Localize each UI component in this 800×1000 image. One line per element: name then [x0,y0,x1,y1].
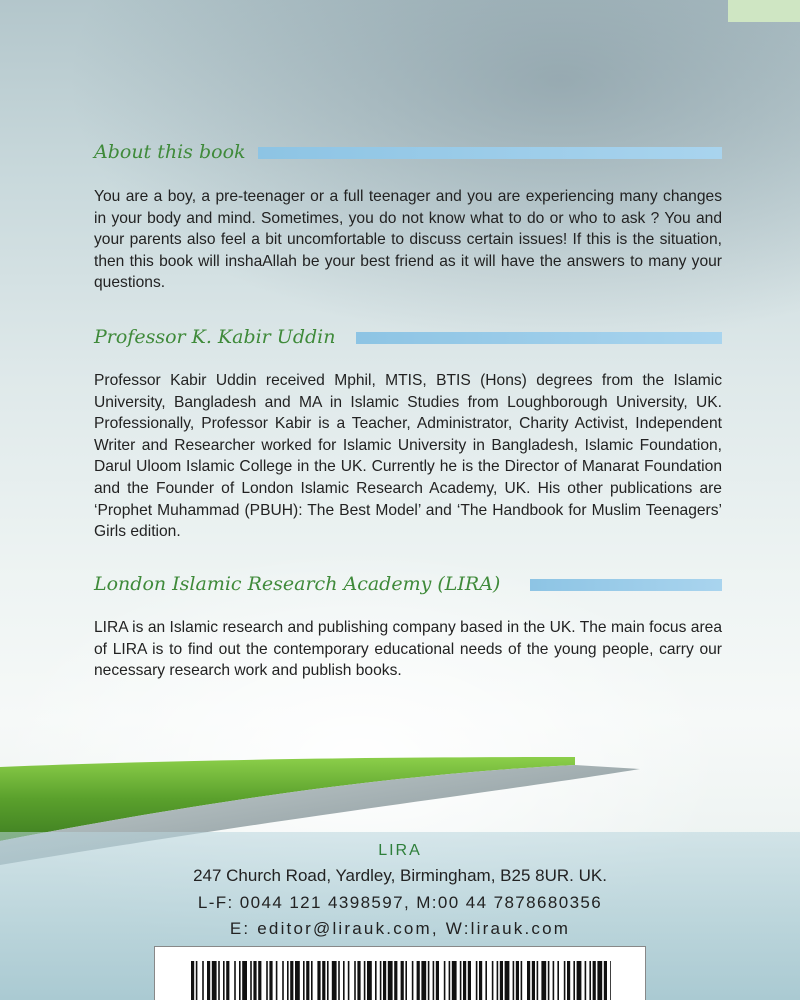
barcode-bar [521,961,523,1000]
barcode-bar [452,961,457,1000]
barcode-bar [212,961,217,1000]
author-title: Professor K. Kabir Uddin [94,326,336,348]
barcode-bar [348,961,350,1000]
barcode-icon [191,961,611,1000]
barcode-bar [548,961,550,1000]
barcode-bar [327,961,329,1000]
about-text: You are a boy, a pre-teenager or a full teenager and you are experiencing many changes in your body and mind. Sometimes, you do not know what to do or who to ask ? You and your parents also feel a bit uncomfortable to discuss certain issues! If this is the situation, then this book will inshaAllah be your best friend as it will have the answers to many your questions. [94,188,722,292]
barcode-bar [322,961,325,1000]
barcode-bar [196,961,198,1000]
barcode-bar [516,961,519,1000]
barcode-bar [367,961,372,1000]
barcode-box [154,946,646,1000]
barcode-bar [433,961,435,1000]
barcode-bar [479,961,482,1000]
contact-address: 247 Church Road, Yardley, Birmingham, B25 8UR. UK. [193,866,607,885]
barcode-bar [295,961,300,1000]
barcode-bar [564,961,566,1000]
publisher-title-bar [530,579,722,591]
barcode-bar [290,961,293,1000]
barcode-bar [287,961,289,1000]
barcode-bar [311,961,313,1000]
barcode-bar [537,961,539,1000]
barcode-bar [343,961,345,1000]
barcode-bar [223,961,225,1000]
barcode-bar [383,961,386,1000]
barcode-bar [593,961,596,1000]
barcode-bar [317,961,320,1000]
barcode-bar [282,961,284,1000]
barcode-bar [527,961,530,1000]
barcode-bar [541,961,546,1000]
barcode-bar [364,961,366,1000]
barcode-bar [234,961,236,1000]
barcode-bar [338,961,340,1000]
barcode-bar [460,961,462,1000]
barcode-bar [269,961,272,1000]
barcode-bar [468,961,471,1000]
barcode-bar [417,961,420,1000]
barcode-bar [191,961,194,1000]
barcode-bar [394,961,397,1000]
barcode-bar [597,961,602,1000]
barcode-bar [449,961,451,1000]
barcode-bar [463,961,466,1000]
barcode-bar [485,961,487,1000]
barcode-bar [532,961,535,1000]
barcode-bar [357,961,360,1000]
barcode-bar [497,961,499,1000]
barcode-bar [428,961,430,1000]
publisher-title: London Islamic Research Academy (LIRA) [94,573,501,595]
barcode-bar [239,961,241,1000]
barcode-bar [412,961,414,1000]
barcode-bar [421,961,426,1000]
about-title-bar [258,147,722,159]
author-text: Professor Kabir Uddin received Mphil, MTIS, BTIS (Hons) degrees from the Islamic University, Bangladesh and MA in Islamic Studies from Loughborough University, UK. Professionally, Professor Kabir is a Teacher, Administrator, Charity Activist, Independent Writer and Researcher worked for Islamic University in Bangladesh, Islamic Foundation, Darul Uloom Islamic College in the UK. Currently he is the Director of Manarat Foundation and the Founder of London Islamic Research Academy, UK. His other publications are ‘Prophet Muhammad (PBUH): The Best Model’ and ‘The Handbook for Muslim Teenagers’ Girls edition. [94,372,722,541]
barcode-bar [610,961,611,1000]
barcode-bar [250,961,252,1000]
barcode-bar [380,961,382,1000]
barcode-bar [303,961,305,1000]
barcode-bar [476,961,478,1000]
barcode-bar [573,961,575,1000]
barcode-bar [375,961,377,1000]
contact-name: LIRA [378,842,422,859]
barcode-bar [513,961,515,1000]
barcode-bar [354,961,356,1000]
barcode-bar [276,961,278,1000]
barcode-bar [557,961,559,1000]
barcode-bar [332,961,337,1000]
barcode-bar [492,961,494,1000]
contact-web: E: editor@lirauk.com, W:lirauk.com [229,919,571,938]
barcode-bar [306,961,309,1000]
barcode-bar [505,961,510,1000]
barcode-bar [500,961,503,1000]
publisher-text: LIRA is an Islamic research and publishing company based in the UK. The main focus area of LIRA is to find out the contemporary educational needs of the young people, carry our necessary research work and publish books. [94,619,722,680]
author-title-bar [356,332,722,344]
about-title: About this book [94,141,246,163]
barcode-bar [585,961,587,1000]
corner-tab [728,0,800,22]
barcode-bar [436,961,439,1000]
barcode-bar [202,961,204,1000]
barcode-bar [401,961,404,1000]
barcode-bar [253,961,256,1000]
contact-phone: L-F: 0044 121 4398597, M:00 44 7878680356 [197,893,603,912]
barcode-bar [218,961,220,1000]
barcode-bar [226,961,229,1000]
barcode-bar [589,961,591,1000]
barcode-bar [258,961,261,1000]
barcode-bar [444,961,446,1000]
barcode-bar [567,961,570,1000]
barcode-bar [388,961,393,1000]
barcode-bar [242,961,247,1000]
barcode-bar [604,961,607,1000]
barcode-bar [207,961,210,1000]
barcode-bar [405,961,407,1000]
barcode-bar [553,961,555,1000]
barcode-bar [577,961,582,1000]
barcode-bar [266,961,268,1000]
